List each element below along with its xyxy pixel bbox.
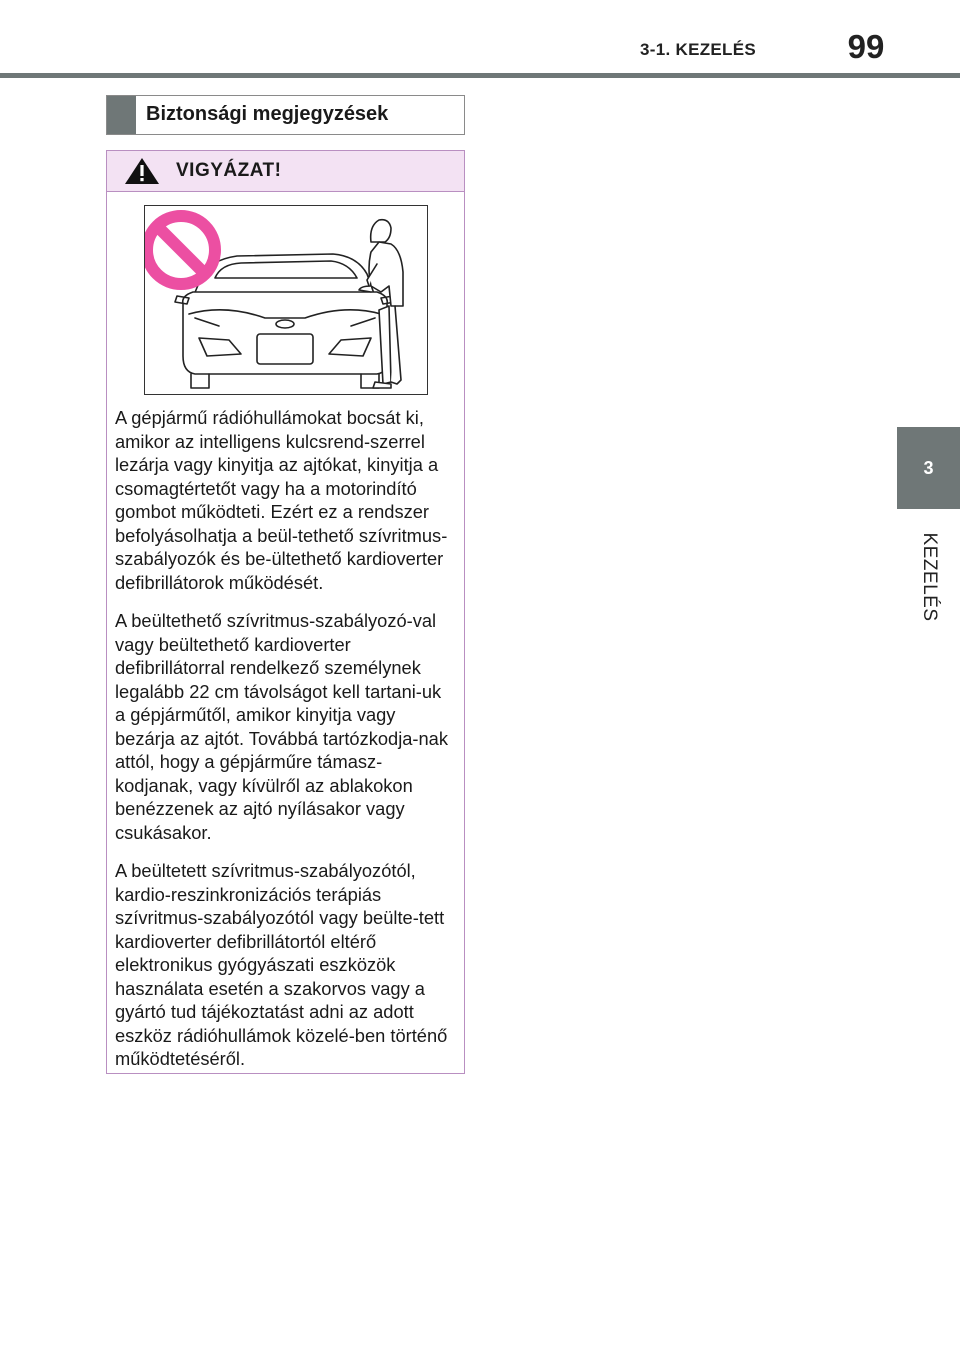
chapter-tab: [897, 427, 960, 509]
chapter-side-label: [897, 522, 960, 632]
warning-header: [107, 151, 464, 192]
section-heading-box: [106, 95, 465, 135]
car-person-illustration: [145, 206, 427, 394]
chapter-label: KEZELÉS: [918, 532, 940, 622]
illustration-frame: [144, 205, 428, 395]
chapter-number: 3: [923, 457, 934, 478]
warning-body: [115, 406, 455, 1086]
warning-title: VIGYÁZAT!: [176, 160, 282, 181]
warning-box: [106, 150, 465, 1074]
warning-paragraph: A beültetett szívritmus-szabályozótól, kardio-reszinkronizációs terápiás szívritmus-szabályozótól vagy beülte-tett kardioverter defibrillátortól eltérő elektronikus gyógyászati eszközök használata esetén a szakorvos vagy a gyártó tud tájékoztatást adni az adott eszköz rádióhullámok közelé-ben történő működtetéséről.: [115, 860, 448, 1069]
header-divider: [0, 73, 960, 78]
page-number: 99: [847, 28, 885, 65]
section-marker: [107, 96, 136, 134]
warning-paragraph: A gépjármű rádióhullámokat bocsát ki, amikor az intelligens kulcsrend-szerrel lezárja vagy kinyitja az ajtókat, kinyitja a csomagtértetőt vagy ha a motorindító gombot működteti. Ezért ez a rendszer befolyásolhatja a beül-tethető szívritmus-szabályozók és be-ültethető kardioverter defibrillátorok működését.: [115, 407, 448, 593]
section-title: Biztonsági megjegyzések: [146, 103, 389, 125]
running-header-section: 3-1. KEZELÉS: [640, 40, 757, 59]
warning-paragraph: A beültethető szívritmus-szabályozó-val vagy beültethető kardioverter defibrillátorral rendelkező személynek legalább 22 cm távolságot kell tartani-uk a gépjárműtől, amikor kinyitja vagy bezárja az ajtót. Továbbá tartózkodja-nak attól, hogy a gépjárműre támasz-kodjanak, vagy kívülről az ablakokon benézzenek az ajtó nyílásakor vagy csukásakor.: [115, 610, 448, 843]
warning-triangle-icon: [124, 157, 160, 185]
